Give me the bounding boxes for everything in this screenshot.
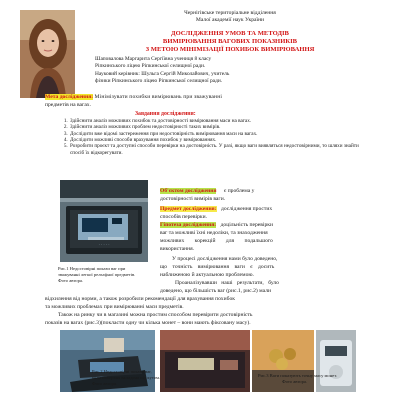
task-item: 3. Дослідити вже відомі застереження при недостовірність вимірювання маси на вагах. [69, 131, 369, 137]
task-item: 5. Розробити проєкт та доступні способи перевірки на достовірність. У разі, якщо ваги виявляться недостовірними, то шляхи знайти спосіб їх відкорегувати. [69, 143, 369, 156]
body-p3-a: Також на ринку чи в магазині можна простим способом перевірити достовірність [58, 312, 253, 318]
body-p2-c: відхилення від норми, а також розробили рекомендації для врахування похибок [45, 296, 235, 302]
caption-fig3-b: Фото автора. [282, 379, 308, 384]
authors-line-1: Шаповалова Маргарита Сергіївна учениця 8 класу [95, 56, 212, 62]
tasks-list [55, 118, 369, 156]
svg-text:· · · · ·: · · · · · [98, 242, 110, 247]
subject-line-1 [160, 206, 272, 212]
scale-photo-4 [316, 330, 356, 392]
subject-label: Предмет дослідження: [160, 206, 217, 212]
goal-line-1 [45, 94, 222, 100]
authors-line-3: Науковий керівник: Шульга Сергій Миколайович, учитель [95, 71, 230, 77]
title-line-2: ВИМІРЮВАННЯ ВАГОВИХ ПОКАЗНИКІВ [162, 38, 298, 45]
body-p1-c: наближеною й актуальною проблемою. [160, 272, 254, 278]
hypothesis-text-3: можливих корекцій для подальшого [160, 238, 273, 244]
kitchen-scale-icon [60, 180, 148, 262]
object-text-1: є проблема у [223, 188, 255, 194]
kitchen-scale-icon [316, 330, 356, 392]
caption-fig3-a: Рис.3 Ваги показують точну масу монет. [258, 373, 338, 378]
hypothesis-text-4: використання. [160, 246, 195, 252]
body-p2-d: та можливих проблемах при вимірюванні маси предметів. [45, 304, 184, 310]
task-item: 2. Здійснити аналіз можливих проблем недостовірності таких вимірів. [69, 124, 369, 130]
authors-line-4: фізики Ріпкинського ліцею Ріпкинської селищної ради. [95, 78, 223, 84]
caption-fig2-c: Фото автора. [92, 381, 118, 386]
caption-fig1-a: Рис.1 Недостовірні покази ваг при [58, 266, 126, 271]
hypothesis-text-1: доцільність перевірки [220, 222, 273, 228]
body-p1-b: що точність вимірювання ваги є досить [160, 264, 275, 270]
body-p3-b: показів на вагах (рис.3)(покласти одну чи кілька монет – вони мають фіксовану масу). [45, 320, 251, 326]
tasks-label: Завдання дослідження: [135, 111, 196, 117]
task-item: 1. Здійснити аналіз можливих похибок та достовірності вимірювання маси на вагах. [69, 118, 369, 124]
scale-photo-3 [160, 330, 250, 392]
title-line-3: З МЕТОЮ МІНІМІЗАЦІЇ ПОХИБОК ВИМІРЮВАННЯ [145, 46, 315, 53]
goal-label: Мета дослідження: [45, 94, 94, 100]
subject-text-2: способів перевірки. [160, 214, 207, 220]
caption-fig2-a: Рис.2 Недостовірні покази ваг, [92, 369, 152, 374]
authors-line-2: Ріпкинського ліцею Ріпкинської селищної ради. [95, 63, 206, 69]
caption-fig2-b: коли поверхня вкладена під кутом. [92, 375, 161, 380]
goal-text-2: предметів на вагах. [45, 102, 92, 108]
body-p2-a: Проаналізувавши наші результати, було [175, 280, 279, 286]
object-label: Об'єктом дослідження [160, 188, 217, 194]
body-p1-a: У процесі дослідження нами було доведено, [172, 256, 278, 262]
hypothesis-text-2: ваг та можливі їхні недоліки, та знаходження [160, 230, 268, 236]
scale-photo-1 [60, 180, 148, 262]
scale-with-object-icon [160, 330, 250, 392]
title-line-1: ДОСЛІДЖЕННЯ УМОВ ТА МЕТОДІВ [171, 30, 289, 37]
object-line-1 [160, 188, 254, 194]
caption-fig1-c: Фото автора. [58, 278, 84, 283]
goal-text-1: Мінімізувати похибки вимірювань при зважуванні [94, 94, 223, 100]
student-portrait-icon [20, 10, 75, 98]
object-text-2: достовірності вимірів ваги. [160, 196, 226, 202]
portrait-photo [20, 10, 75, 98]
hypothesis-label: Гіпотеза дослідження: [160, 222, 217, 228]
header-line-1: Чернігівське територіальне відділення [184, 10, 276, 16]
hypothesis-line-1 [160, 222, 273, 228]
header-line-2: Малої академії наук України [195, 17, 265, 23]
caption-fig1-b: зважуванні легкої рельєфної предметів. [58, 272, 136, 277]
subject-text-1: дослідження простих [220, 206, 273, 212]
task-item: 4. Дослідити можливі способи врахування похибок у вимірюваннях. [69, 137, 369, 143]
body-p2-b: доведено, що більшість ваг (рис.1, рис.2) мали [160, 288, 271, 294]
